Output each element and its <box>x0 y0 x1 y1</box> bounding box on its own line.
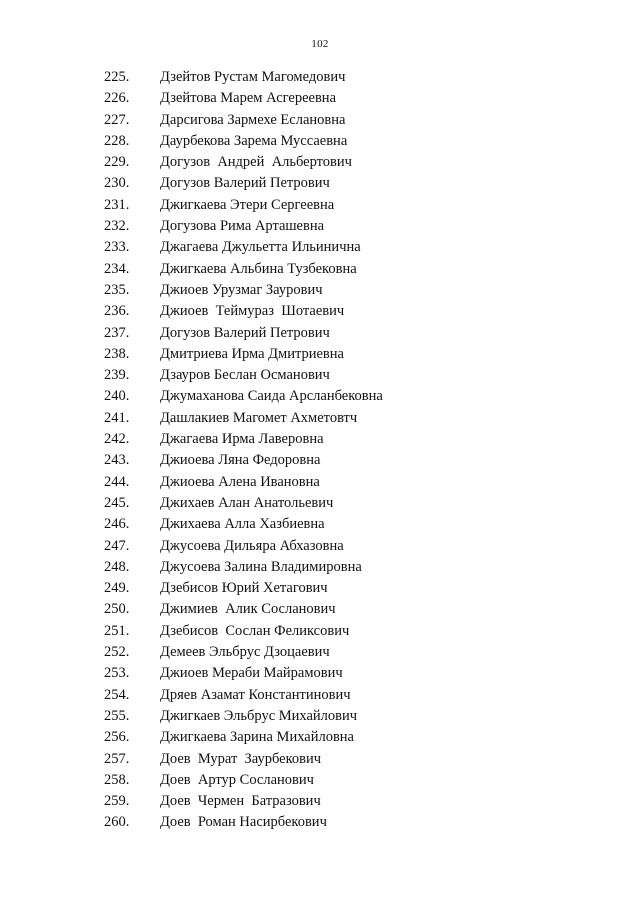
list-item-number: 241. <box>104 409 130 426</box>
list-item-name: Джиоев Мераби Майрамович <box>160 665 343 682</box>
list-item-number: 259. <box>104 793 130 810</box>
list-item-number: 228. <box>104 132 130 149</box>
list-item-name: Дзейтов Рустам Магомедович <box>160 69 346 85</box>
list-item-number: 237. <box>104 324 130 341</box>
list-item-number: 251. <box>104 622 130 639</box>
list-item-number: 249. <box>104 580 130 597</box>
list-item-number: 235. <box>104 281 130 298</box>
list-item-name: Джихаев Алан Анатольевич <box>160 494 334 511</box>
list-item <box>0 770 640 791</box>
page-number: 102 <box>311 38 329 50</box>
list-item <box>0 749 640 770</box>
list-item-number: 256. <box>104 729 130 746</box>
list-item-name: Догузова Рима Арташевна <box>160 218 325 235</box>
list-item <box>0 472 640 493</box>
list-item-number: 250. <box>104 601 130 618</box>
list-item <box>0 429 640 450</box>
list-item <box>0 642 640 663</box>
list-item-number: 225. <box>104 69 130 85</box>
list-item <box>0 88 640 109</box>
list-item-number: 258. <box>104 771 130 788</box>
list-item-name: Дзауров Беслан Османович <box>160 367 330 384</box>
list-item <box>0 727 640 748</box>
list-item-number: 240. <box>104 388 130 405</box>
list-item-name: Доев Артур Сосланович <box>160 771 314 788</box>
list-item <box>0 621 640 642</box>
list-item-number: 229. <box>104 154 130 171</box>
list-item <box>0 493 640 514</box>
name-list <box>0 67 640 834</box>
list-item-name: Доев Роман Насирбекович <box>160 814 327 831</box>
list-item-name: Дарсигова Зармехе Еслановна <box>160 111 346 128</box>
list-item <box>0 237 640 258</box>
list-item-number: 255. <box>104 707 130 724</box>
list-item-name: Дзейтова Марем Асгереевна <box>160 90 337 107</box>
list-item-number: 244. <box>104 473 130 490</box>
list-item-number: 260. <box>104 814 130 831</box>
list-item-name: Джагаева Джульетта Ильинична <box>160 239 361 256</box>
list-item-number: 230. <box>104 175 130 192</box>
list-item <box>0 578 640 599</box>
list-item <box>0 216 640 237</box>
list-item-number: 252. <box>104 644 130 661</box>
list-item-number: 248. <box>104 558 130 575</box>
list-item <box>0 67 640 88</box>
list-item-number: 246. <box>104 516 130 533</box>
list-item <box>0 812 640 833</box>
list-item-name: Джиоев Урузмаг Заурович <box>160 281 323 298</box>
list-item <box>0 386 640 407</box>
list-item-number: 227. <box>104 111 130 128</box>
list-item <box>0 514 640 535</box>
list-item-name: Догузов Андрей Альбертович <box>160 154 352 171</box>
list-item-name: Джигкаев Эльбрус Михайлович <box>160 707 358 724</box>
list-item <box>0 173 640 194</box>
list-item <box>0 685 640 706</box>
list-item-name: Джигкаева Альбина Тузбековна <box>160 260 357 277</box>
list-item <box>0 536 640 557</box>
list-item-number: 233. <box>104 239 130 256</box>
list-item <box>0 323 640 344</box>
list-item-name: Дмитриева Ирма Дмитриевна <box>160 345 344 362</box>
list-item <box>0 195 640 216</box>
list-item-name: Джумаханова Саида Арсланбековна <box>160 388 383 405</box>
list-item-name: Джусоева Дильяра Абхазовна <box>160 537 344 554</box>
list-item-name: Дзебисов Сослан Феликсович <box>160 622 350 639</box>
list-item-name: Джимиев Алик Сосланович <box>160 601 336 618</box>
list-item-number: 247. <box>104 537 130 554</box>
list-item-name: Джигкаева Зарина Михайловна <box>160 729 354 746</box>
list-item <box>0 110 640 131</box>
list-item-name: Джагаева Ирма Лаверовна <box>160 431 324 448</box>
list-item-name: Джиоева Алена Ивановна <box>160 473 320 490</box>
list-item <box>0 663 640 684</box>
list-item <box>0 365 640 386</box>
list-item <box>0 450 640 471</box>
list-item-name: Доев Мурат Заурбекович <box>160 750 322 767</box>
list-item <box>0 791 640 812</box>
list-item <box>0 259 640 280</box>
list-item-name: Доев Чермен Батразович <box>160 793 321 810</box>
list-item-name: Джиоева Ляна Федоровна <box>160 452 321 469</box>
list-item <box>0 131 640 152</box>
list-item <box>0 408 640 429</box>
list-item-name: Джигкаева Этери Сергеевна <box>160 196 335 213</box>
list-item-name: Демеев Эльбрус Дзоцаевич <box>160 644 330 661</box>
list-item <box>0 557 640 578</box>
list-item-name: Дашлакиев Магомет Ахметовтч <box>160 409 358 426</box>
list-item-name: Догузов Валерий Петрович <box>160 324 330 341</box>
list-item-number: 253. <box>104 665 130 682</box>
list-item <box>0 706 640 727</box>
list-item-name: Дзебисов Юрий Хетагович <box>160 580 328 597</box>
list-item <box>0 344 640 365</box>
list-item-name: Джусоева Залина Владимировна <box>160 558 362 575</box>
list-item-number: 234. <box>104 260 130 277</box>
list-item-number: 232. <box>104 218 130 235</box>
list-item-number: 243. <box>104 452 130 469</box>
list-item-name: Даурбекова Зарема Муссаевна <box>160 132 348 149</box>
list-item <box>0 152 640 173</box>
list-item-name: Догузов Валерий Петрович <box>160 175 330 192</box>
list-item-number: 254. <box>104 686 130 703</box>
list-item-number: 242. <box>104 431 130 448</box>
list-item <box>0 280 640 301</box>
list-item-name: Дряев Азамат Константинович <box>160 686 351 703</box>
list-item-name: Джиоев Теймураз Шотаевич <box>160 303 345 320</box>
list-item-name: Джихаева Алла Хазбиевна <box>160 516 325 533</box>
list-item-number: 236. <box>104 303 130 320</box>
list-item <box>0 301 640 322</box>
list-item <box>0 599 640 620</box>
list-item-number: 231. <box>104 196 130 213</box>
list-item-number: 226. <box>104 90 130 107</box>
list-item-number: 238. <box>104 345 130 362</box>
list-item-number: 245. <box>104 494 130 511</box>
list-item-number: 239. <box>104 367 130 384</box>
list-item-number: 257. <box>104 750 130 767</box>
